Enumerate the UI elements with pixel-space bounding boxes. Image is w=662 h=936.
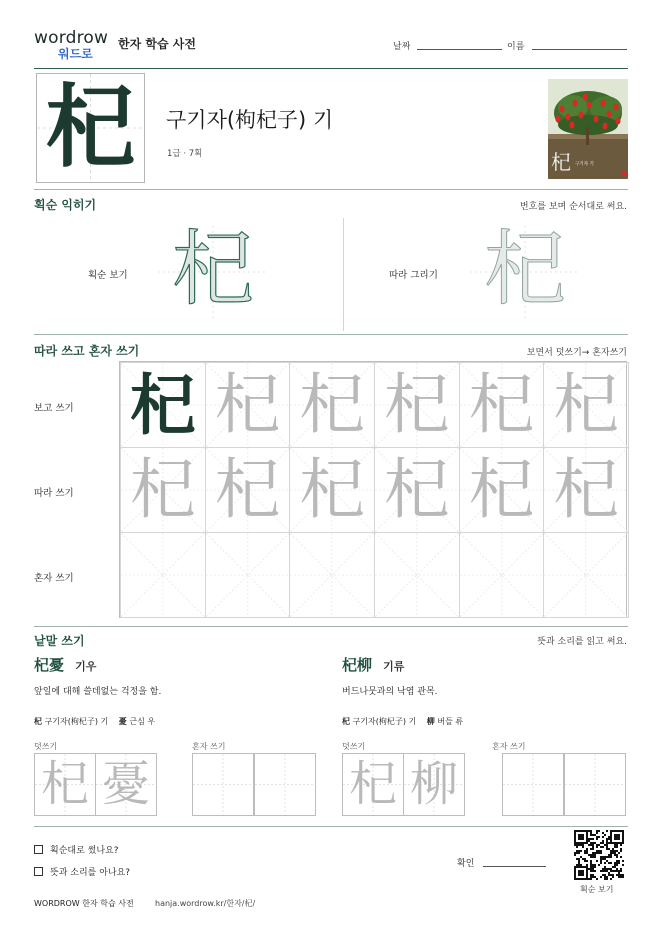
practice-cell-guides bbox=[460, 533, 544, 617]
practice-cell-char: 杞 bbox=[214, 366, 281, 443]
confirm-field[interactable] bbox=[483, 866, 546, 867]
practice-cell[interactable] bbox=[374, 532, 460, 618]
practice-cell[interactable] bbox=[459, 532, 545, 618]
logo-bottom: 워드로 bbox=[58, 47, 93, 61]
practice-section-title: 따라 쓰고 혼자 쓰기 bbox=[34, 344, 140, 358]
practice-cell-char: 杞 bbox=[299, 366, 366, 443]
hero-divider bbox=[34, 189, 628, 190]
stroke-view-label: 획순 보기 bbox=[88, 270, 128, 281]
practice-row-label-1: 보고 쓰기 bbox=[34, 403, 74, 414]
practice-section-note: 보면서 덧쓰기→ 혼자쓰기 bbox=[526, 348, 627, 358]
practice-row-label-2: 따라 쓰기 bbox=[34, 488, 74, 499]
practice-cell-char: 杞 bbox=[468, 366, 535, 443]
word-1-alone-label: 혼자 쓰기 bbox=[192, 742, 226, 751]
practice-cell[interactable] bbox=[120, 362, 206, 448]
practice-cell-char: 杞 bbox=[383, 366, 450, 443]
word-1-gloss1-text: 구기자(枸杞子) 기 bbox=[44, 717, 109, 726]
practice-bottom-divider bbox=[34, 626, 628, 627]
word-2-trace-label: 덧쓰기 bbox=[342, 742, 366, 751]
check-item-2-label: 뜻과 소리를 아나요? bbox=[50, 868, 131, 878]
word-cell-char: 憂 bbox=[101, 756, 150, 812]
date-field[interactable] bbox=[417, 49, 502, 50]
stroke-view-char: 杞 bbox=[171, 222, 254, 317]
hero-thumbnail bbox=[548, 79, 628, 179]
practice-cell-char: 杞 bbox=[129, 366, 196, 444]
practice-cell-guides bbox=[290, 533, 374, 617]
practice-cell[interactable] bbox=[205, 447, 291, 533]
word-2-trace-cell-2[interactable] bbox=[403, 753, 465, 816]
word-2-gloss bbox=[342, 716, 463, 727]
word-1-meaning: 앞일에 대해 쓸데없는 걱정을 함. bbox=[34, 687, 162, 697]
practice-cell-char: 杞 bbox=[214, 451, 281, 528]
practice-cell[interactable] bbox=[205, 362, 291, 448]
word-cell-char: 杞 bbox=[348, 756, 397, 812]
check-item-1-label: 획순대로 썼나요? bbox=[50, 846, 119, 856]
practice-cell[interactable] bbox=[289, 447, 375, 533]
practice-cell[interactable] bbox=[543, 362, 629, 448]
logo-top: wordrow bbox=[34, 28, 109, 48]
practice-cell[interactable] bbox=[374, 447, 460, 533]
word-cell-guides bbox=[503, 754, 563, 815]
word-2-reading: 기류 bbox=[383, 660, 405, 673]
word-1-gloss1-char: 杞 bbox=[34, 716, 42, 726]
practice-cell-char: 杞 bbox=[383, 451, 450, 528]
name-label: 이름 bbox=[507, 42, 525, 52]
word-1-alone-cell-1[interactable] bbox=[192, 753, 254, 816]
header-title: 한자 학습 사전 bbox=[118, 37, 196, 51]
word-2-gloss2-char: 柳 bbox=[426, 716, 435, 726]
practice-cell-char: 杞 bbox=[553, 451, 620, 528]
practice-row-label-3: 혼자 쓰기 bbox=[34, 573, 74, 584]
thumb-char: 杞 bbox=[551, 150, 571, 174]
word-1-gloss bbox=[34, 716, 155, 727]
practice-cell-char: 杞 bbox=[468, 451, 535, 528]
words-section-note: 뜻과 소리를 읽고 써요. bbox=[537, 637, 627, 647]
name-field[interactable] bbox=[532, 49, 627, 50]
confirm-label: 확인 bbox=[457, 859, 475, 869]
qr-code-graphic bbox=[574, 830, 624, 880]
word-cell-guides bbox=[565, 754, 625, 815]
hero-name: 구기자(枸杞子) 기 bbox=[166, 108, 334, 132]
word-2-gloss1-char: 杞 bbox=[342, 716, 350, 726]
practice-cell[interactable] bbox=[205, 532, 291, 618]
hero-meta: 1급 · 7획 bbox=[167, 149, 203, 159]
word-card-2 bbox=[342, 654, 632, 819]
stroke-trace-label: 따라 그리기 bbox=[389, 270, 438, 281]
word-cell-guides bbox=[255, 754, 315, 815]
stroke-divider bbox=[343, 218, 344, 331]
checkbox-2[interactable] bbox=[34, 867, 43, 876]
stroke-section-title: 획순 익히기 bbox=[34, 198, 97, 212]
word-2-alone-cell-2[interactable] bbox=[564, 753, 626, 816]
word-1-reading: 기우 bbox=[75, 660, 97, 673]
practice-cell[interactable] bbox=[120, 447, 206, 533]
stroke-trace-box[interactable] bbox=[470, 222, 580, 318]
practice-cell[interactable] bbox=[459, 362, 545, 448]
word-2-gloss1-text: 구기자(枸杞子) 기 bbox=[352, 717, 417, 726]
word-cell-char: 柳 bbox=[409, 756, 458, 812]
stroke-section-note: 번호를 보며 순서대로 써요. bbox=[519, 202, 627, 212]
practice-cell[interactable] bbox=[289, 362, 375, 448]
word-1-gloss2-text: 근심 우 bbox=[129, 717, 156, 726]
word-1-gloss2-char: 憂 bbox=[118, 716, 127, 726]
word-2-alone-label: 혼자 쓰기 bbox=[492, 742, 526, 751]
hero-char-box bbox=[36, 73, 145, 183]
header-divider bbox=[34, 68, 628, 69]
practice-cell-char: 杞 bbox=[553, 366, 620, 443]
practice-grid bbox=[119, 361, 627, 618]
word-2-trace-cell-1[interactable] bbox=[342, 753, 404, 816]
word-1-hanja: 杞憂 bbox=[34, 656, 65, 674]
footer-url[interactable]: hanja.wordrow.kr/한자/杞/ bbox=[155, 899, 256, 908]
practice-cell-guides bbox=[544, 533, 628, 617]
word-1-alone-cell-2[interactable] bbox=[254, 753, 316, 816]
practice-cell[interactable] bbox=[120, 532, 206, 618]
footer-brand: WORDROW 한자 학습 사전 bbox=[34, 899, 134, 908]
date-label: 날짜 bbox=[393, 42, 411, 52]
logo bbox=[34, 29, 112, 65]
stroke-bottom-divider bbox=[34, 334, 628, 335]
words-bottom-divider bbox=[34, 826, 628, 827]
practice-cell[interactable] bbox=[543, 447, 629, 533]
word-2-gloss2-text: 버들 류 bbox=[437, 717, 464, 726]
checkbox-1[interactable] bbox=[34, 845, 43, 854]
thumb-caption: 구기자 기 bbox=[575, 162, 594, 167]
practice-cell[interactable] bbox=[543, 532, 629, 618]
practice-cell-char: 杞 bbox=[129, 451, 196, 528]
practice-cell[interactable] bbox=[459, 447, 545, 533]
check-item-1[interactable] bbox=[34, 843, 119, 856]
practice-cell-guides bbox=[206, 533, 290, 617]
word-2-meaning: 버드나뭇과의 낙엽 관목. bbox=[342, 687, 438, 697]
word-2-alone-cell-1[interactable] bbox=[502, 753, 564, 816]
word-1-trace-label: 덧쓰기 bbox=[34, 742, 58, 751]
stroke-trace-char: 杞 bbox=[483, 222, 566, 317]
practice-cell[interactable] bbox=[289, 532, 375, 618]
practice-cell[interactable] bbox=[374, 362, 460, 448]
word-cell-char: 杞 bbox=[40, 756, 89, 812]
practice-cell-guides bbox=[375, 533, 459, 617]
qr-code[interactable] bbox=[574, 830, 624, 880]
qr-label: 획순 보기 bbox=[580, 885, 614, 894]
word-cell-guides bbox=[193, 754, 253, 815]
stroke-view-box bbox=[158, 222, 268, 318]
check-item-2[interactable] bbox=[34, 865, 130, 878]
practice-cell-char: 杞 bbox=[299, 451, 366, 528]
words-section-title: 낱말 쓰기 bbox=[34, 634, 85, 648]
practice-cell-guides bbox=[121, 533, 205, 617]
word-card-1 bbox=[34, 654, 324, 819]
hero-char: 杞 bbox=[45, 74, 136, 180]
word-2-hanja: 杞柳 bbox=[342, 656, 373, 674]
word-1-trace-cell-2[interactable] bbox=[95, 753, 157, 816]
word-1-trace-cell-1[interactable] bbox=[34, 753, 96, 816]
